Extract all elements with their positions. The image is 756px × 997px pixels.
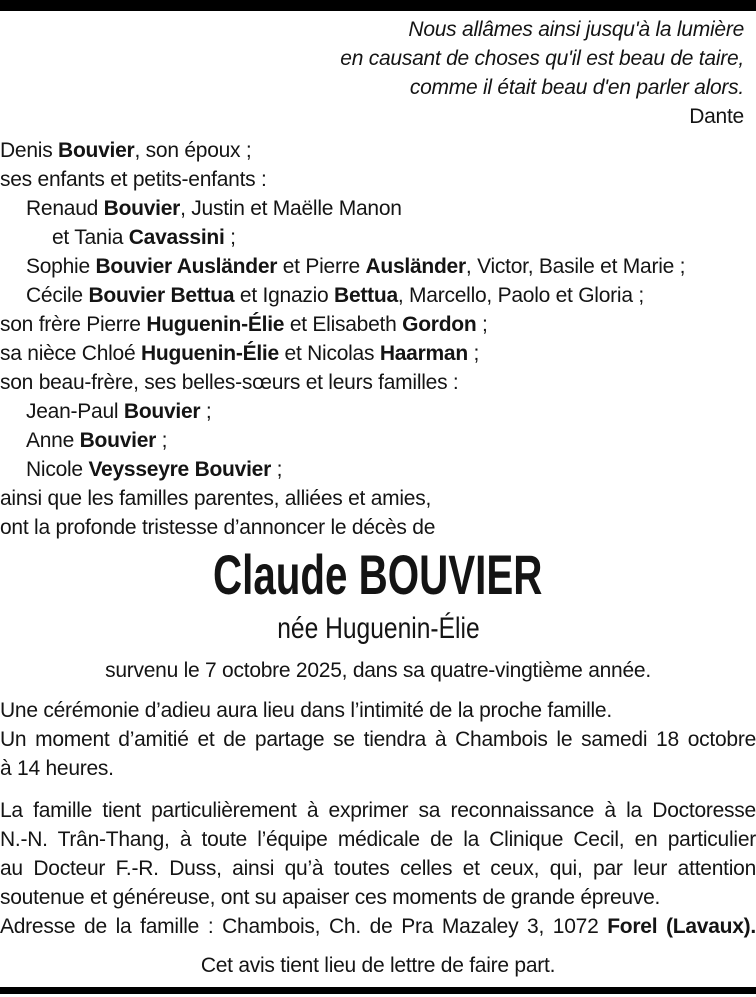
ceremony-line: Une cérémonie d’adieu aura lieu dans l’intimité de la proche famille.	[0, 699, 612, 722]
text-segment: et Pierre	[277, 255, 366, 278]
text-segment: et Elisabeth	[284, 313, 403, 336]
surname-bold: Bouvier Bettua	[88, 284, 235, 307]
epigraph-quote	[0, 15, 744, 131]
quote-line: en causant de choses qu'il est beau de taire,	[340, 47, 744, 70]
maiden-name	[0, 610, 756, 648]
surname-bold: Bouvier	[123, 400, 201, 423]
thanks-line: soutenue et généreuse, ont su apaiser ces moments de grande épreuve.	[0, 886, 661, 909]
text-segment: Cécile	[26, 284, 89, 307]
surname-bold: Bouvier Ausländer	[95, 255, 278, 278]
text-segment: sa nièce Chloé	[0, 342, 142, 365]
family-line	[0, 223, 756, 252]
ceremony-paragraph	[0, 696, 756, 783]
text-segment: et Ignazio	[234, 284, 335, 307]
text-segment: et Tania	[52, 226, 129, 249]
family-list	[0, 136, 756, 542]
text-segment: , son époux ;	[134, 139, 252, 162]
text-segment: Anne	[26, 429, 80, 452]
quote-line: comme il était beau d'en parler alors.	[409, 76, 744, 99]
family-line	[0, 281, 756, 310]
closing-line: Cet avis tient lieu de lettre de faire part.	[200, 954, 556, 977]
family-line	[0, 484, 756, 513]
surname-bold: Bouvier	[79, 429, 157, 452]
text-segment: ses enfants et petits-enfants :	[0, 168, 267, 191]
deceased-name	[0, 543, 756, 606]
quote-attribution: Dante	[689, 105, 744, 128]
deceased-name-text: Claude BOUVIER	[213, 543, 543, 606]
text-segment: son beau-frère, ses belles-sœurs et leurs familles :	[0, 371, 459, 394]
text-segment: Denis	[0, 139, 59, 162]
family-line	[0, 397, 756, 426]
notice-content	[0, 11, 756, 980]
surname-bold: Veysseyre Bouvier	[88, 458, 271, 481]
family-line	[0, 194, 756, 223]
text-segment: Adresse de la famille : Chambois, Ch. de Pra Mazaley 3, 1072	[0, 915, 608, 938]
text-segment: Sophie	[26, 255, 96, 278]
text-segment: ;	[224, 226, 236, 249]
family-line	[0, 455, 756, 484]
family-line	[0, 513, 756, 542]
text-segment: Nicole	[26, 458, 89, 481]
family-line	[0, 136, 756, 165]
thanks-paragraph	[0, 796, 756, 941]
text-segment: Jean-Paul	[26, 400, 124, 423]
family-line	[0, 339, 756, 368]
surname-bold: Bouvier	[103, 197, 181, 220]
surname-bold: Haarman	[379, 342, 468, 365]
text-segment: ont la profonde tristesse d’annoncer le décès de	[0, 516, 436, 539]
text-segment: ;	[156, 429, 168, 452]
text-segment: Renaud	[26, 197, 104, 220]
maiden-name-text: née Huguenin-Élie	[276, 612, 480, 645]
thanks-line: N.-N. Trân-Thang, à toute l’équipe médicale de la Clinique Cecil, en particulier	[0, 828, 756, 851]
surname-bold: Ausländer	[365, 255, 466, 278]
surname-bold: Gordon	[402, 313, 477, 336]
family-line	[0, 165, 756, 194]
thanks-line: La famille tient particulièrement à exprimer sa reconnaissance à la Doctoresse	[0, 799, 756, 822]
family-line	[0, 310, 756, 339]
quote-line: Nous allâmes ainsi jusqu'à la lumière	[408, 18, 744, 41]
text-segment: ;	[476, 313, 488, 336]
text-segment: ;	[467, 342, 480, 365]
surname-bold: Bouvier	[58, 139, 135, 162]
surname-bold: Bettua	[334, 284, 398, 307]
thanks-line: au Docteur F.-R. Duss, ainsi qu’à toutes celles et ceux, qui, par leur attention	[0, 857, 756, 880]
text-segment: ;	[200, 400, 212, 423]
text-segment: son frère Pierre	[0, 313, 147, 336]
text-segment: , Victor, Basile et Marie ;	[465, 255, 686, 278]
family-line	[0, 368, 756, 397]
family-address-line	[0, 912, 756, 941]
top-rule	[0, 0, 756, 11]
death-date-line: survenu le 7 octobre 2025, dans sa quatre-vingtième année.	[105, 659, 651, 682]
ceremony-line: Un moment d’amitié et de partage se tiendra à Chambois le samedi 18 octobre	[0, 728, 756, 751]
family-line	[0, 252, 756, 281]
text-segment: et Nicolas	[278, 342, 380, 365]
text-segment: ainsi que les familles parentes, alliées et amies,	[0, 487, 432, 510]
surname-bold: Forel (Lavaux).	[607, 915, 756, 938]
bottom-rule	[0, 987, 756, 994]
text-segment: ;	[271, 458, 283, 481]
text-segment: , Marcello, Paolo et Gloria ;	[397, 284, 644, 307]
text-segment: , Justin et Maëlle Manon	[180, 197, 402, 220]
surname-bold: Cavassini	[128, 226, 225, 249]
surname-bold: Huguenin-Élie	[141, 342, 279, 365]
surname-bold: Huguenin-Élie	[146, 313, 285, 336]
family-line	[0, 426, 756, 455]
ceremony-line: à 14 heures.	[0, 757, 114, 780]
